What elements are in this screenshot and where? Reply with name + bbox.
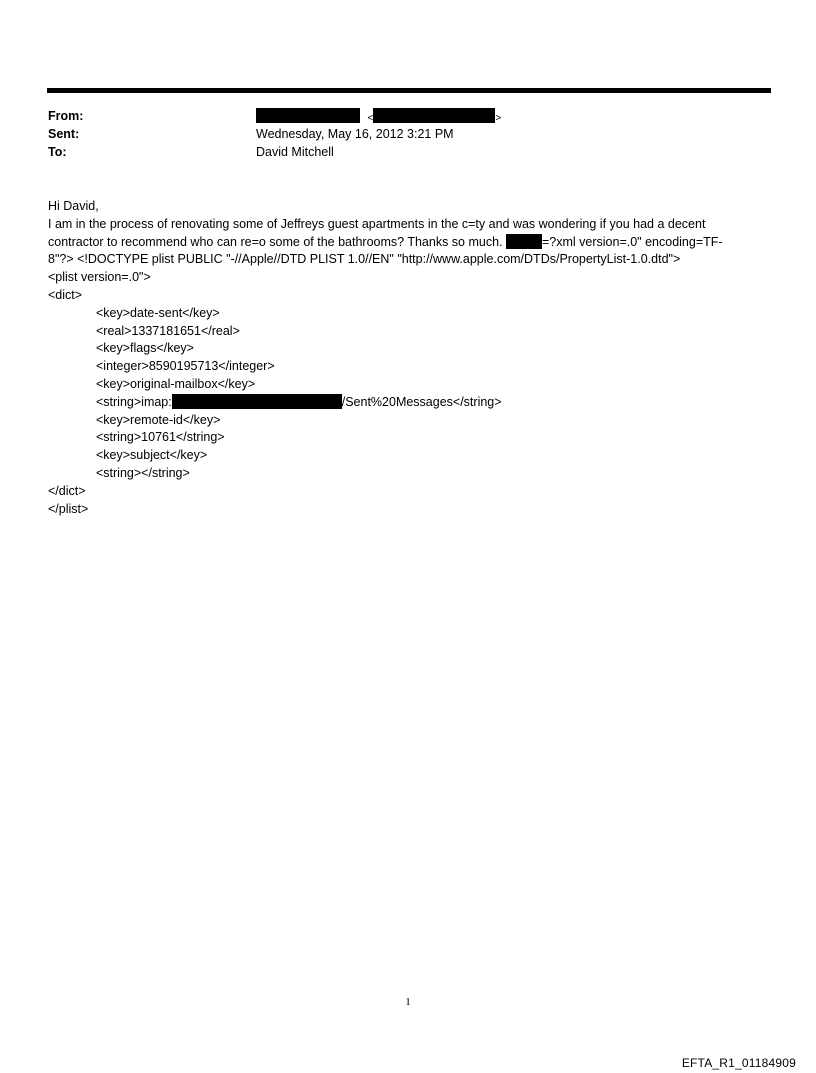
redacted-sender-name — [256, 108, 360, 123]
body-line-1: I am in the process of renovating some of Jeffreys guest apartments in the c=ty and was wondering if you had a decent — [48, 216, 706, 231]
from-gt: > — [495, 113, 502, 124]
from-value — [256, 108, 501, 127]
imap-prefix: <string>imap: — [96, 394, 172, 409]
dict-line: <integer>8590195713</integer> — [96, 359, 275, 374]
redacted-sender-email — [373, 108, 495, 123]
to-label: To: — [48, 145, 67, 159]
imap-line — [48, 394, 772, 412]
sent-value: Wednesday, May 16, 2012 3:21 PM — [256, 127, 454, 141]
body-line-2 — [48, 234, 772, 252]
dict-line: <real>1337181651</real> — [96, 323, 240, 338]
dict-close: </dict> — [48, 483, 86, 498]
dict-open: <dict> — [48, 287, 83, 302]
sent-label: Sent: — [48, 127, 80, 141]
document-id: EFTA_R1_01184909 — [681, 1056, 796, 1070]
dict-line: <key>subject</key> — [96, 448, 208, 463]
from-lt: < — [367, 113, 374, 124]
body-line-3: 8"?> <!DOCTYPE plist PUBLIC "-//Apple//DTD PLIST 1.0//EN" "http://www.apple.com/DTDs/PropertyList-1.0.dtd"> — [48, 252, 681, 267]
plist-open: <plist version=.0"> — [48, 270, 151, 285]
from-label: From: — [48, 109, 84, 123]
redacted-inline — [506, 234, 542, 249]
body-line-2-xml: =?xml version=.0" encoding=TF- — [542, 234, 723, 249]
redacted-mailbox — [172, 394, 342, 409]
imap-suffix: /Sent%20Messages</string> — [341, 394, 502, 409]
dict-line: <string></string> — [96, 465, 190, 480]
to-value: David Mitchell — [256, 145, 334, 159]
body-line-2-text: contractor to recommend who can re=o some of the bathrooms? Thanks so much. — [48, 234, 503, 249]
dict-line: <key>original-mailbox</key> — [96, 376, 256, 391]
dict-line: <key>date-sent</key> — [96, 305, 220, 320]
message-body — [48, 198, 772, 518]
header-rule — [47, 88, 771, 93]
dict-line: <key>remote-id</key> — [96, 412, 221, 427]
page-number: 1 — [405, 996, 411, 1008]
dict-line: <string>10761</string> — [96, 430, 225, 445]
greeting: Hi David, — [48, 199, 99, 213]
plist-close: </plist> — [48, 501, 89, 516]
dict-line: <key>flags</key> — [96, 341, 194, 356]
